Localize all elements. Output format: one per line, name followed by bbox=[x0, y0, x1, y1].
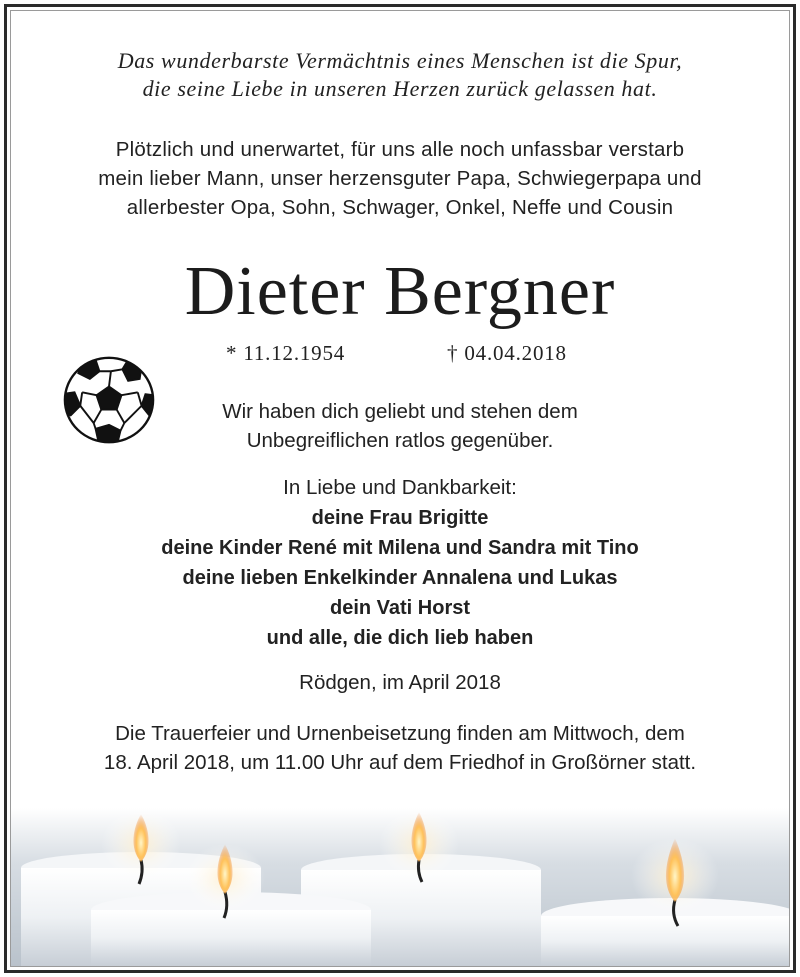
motto-line-2: die seine Liebe in unseren Herzen zurück gelassen hat. bbox=[142, 76, 658, 101]
mourner-line: deine lieben Enkelkinder Annalena und Lukas bbox=[182, 567, 618, 589]
motto bbox=[11, 47, 789, 103]
thanks-heading: In Liebe und Dankbarkeit: bbox=[283, 476, 517, 499]
notice-frame bbox=[4, 4, 796, 973]
funeral-line-2: 18. April 2018, um 11.00 Uhr auf dem Friedhof in Großörner statt. bbox=[103, 751, 697, 774]
funeral-line-1: Die Trauerfeier und Urnenbeisetzung finden am Mittwoch, dem bbox=[115, 722, 685, 745]
mourner-line: deine Frau Brigitte bbox=[311, 507, 489, 529]
intro-line-2: mein lieber Mann, unser herzensguter Papa, Schwiegerpapa und bbox=[98, 167, 702, 190]
place-date: Rödgen, im April 2018 bbox=[299, 671, 501, 694]
birth-date: * 11.12.1954 bbox=[226, 341, 346, 365]
mourner-line: dein Vati Horst bbox=[329, 597, 471, 619]
quote-line-1: Wir haben dich geliebt und stehen dem bbox=[222, 400, 578, 423]
quote-line-2: Unbegreiflichen ratlos gegenüber. bbox=[246, 429, 554, 452]
intro-text bbox=[11, 135, 789, 222]
mourner-line: deine Kinder René mit Milena und Sandra mit Tino bbox=[161, 537, 639, 559]
notice-inner bbox=[10, 10, 790, 967]
funeral-info bbox=[11, 719, 789, 777]
intro-line-1: Plötzlich und unerwartet, für uns alle noch unfassbar verstarb bbox=[115, 138, 685, 161]
candles-image bbox=[11, 808, 789, 966]
deceased-name: Dieter Bergner bbox=[184, 253, 616, 330]
mourners-block bbox=[11, 473, 789, 653]
intro-line-3: allerbester Opa, Sohn, Schwager, Onkel, Neffe und Cousin bbox=[126, 196, 674, 219]
motto-line-1: Das wunderbarste Vermächtnis eines Menschen ist die Spur, bbox=[117, 48, 683, 73]
mourner-line: und alle, die dich lieb haben bbox=[266, 627, 534, 649]
quote-text bbox=[11, 397, 789, 455]
death-date: † 04.04.2018 bbox=[447, 341, 567, 365]
